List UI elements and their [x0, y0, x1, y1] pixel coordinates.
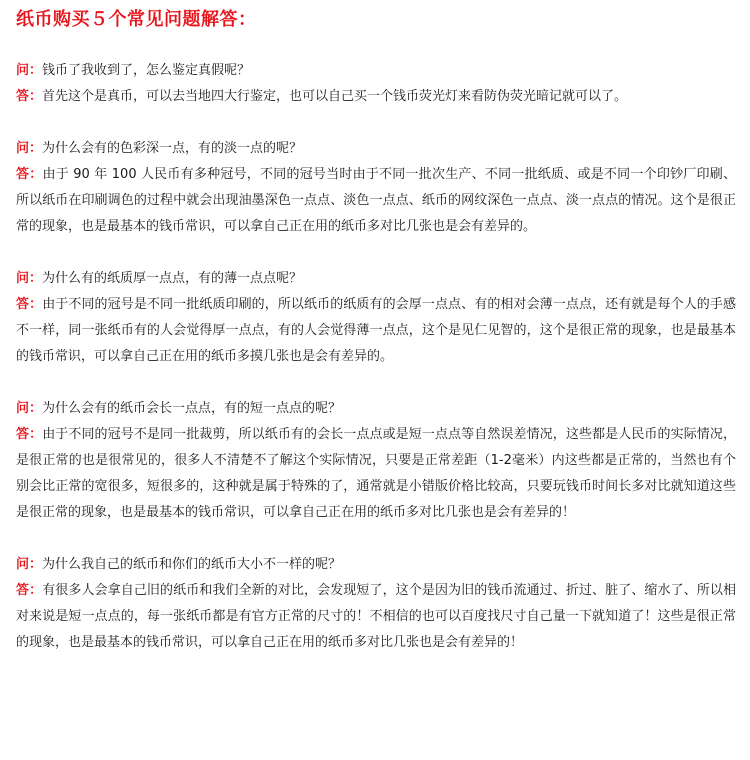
- question-line: [16, 396, 736, 422]
- answer-prefix: 答：: [16, 167, 43, 182]
- question-prefix: 问：: [16, 63, 43, 78]
- question-prefix: 问：: [16, 271, 43, 286]
- answer-text: 首先这个是真币，可以去当地四大行鉴定，也可以自己买一个钱币荧光灯来看防伪荧光暗记就可以了。: [42, 89, 628, 104]
- qa-item-5: [16, 552, 736, 656]
- qa-item-3: [16, 266, 736, 370]
- question-line: [16, 58, 736, 84]
- question-text: 钱币了我收到了，怎么鉴定真假呢？: [42, 63, 251, 78]
- question-prefix: 问：: [16, 401, 43, 416]
- question-line: [16, 136, 736, 162]
- answer-line: [16, 578, 736, 656]
- answer-prefix: 答：: [16, 89, 43, 104]
- answer-line: [16, 162, 736, 240]
- answer-text: 由于 90 年 100 人民币有多种冠号，不同的冠号当时由于不同一批次生产、不同一批纸质、或是不同一个印钞厂印刷、所以纸币在印刷调色的过程中就会出现油墨深色一点点、淡色一点点、纸币的网纹深色一点点、淡一点点的情况。这个是很正常的现象，也是最基本的钱币常识，可以拿自己正在用的纸币多对比几张也是会有差异的。: [16, 167, 736, 234]
- answer-prefix: 答：: [16, 297, 43, 312]
- answer-text: 由于不同的冠号不是同一批裁剪，所以纸币有的会长一点点或是短一点点等自然误差情况，这些都是人民币的实际情况，是很正常的也是很常见的，很多人不清楚不了解这个实际情况，只要是正常差距（1-2毫米）内这些都是正常的，当然也有个别会比正常的宽很多，短很多的，这种就是属于特殊的了，通常就是小错版价格比较高，只要玩钱币时间长多对比就知道这些是很正常的现象，也是最基本的钱币常识，可以拿自己正在用的纸币多对比几张也是会有差异的！: [16, 427, 736, 520]
- answer-line: [16, 84, 736, 110]
- question-line: [16, 552, 736, 578]
- question-text: 为什么会有的纸币会长一点点，有的短一点点的呢？: [42, 401, 342, 416]
- answer-prefix: 答：: [16, 427, 43, 442]
- document-title: 纸币购买５个常见问题解答：: [16, 9, 257, 30]
- question-text: 为什么会有的色彩深一点，有的淡一点的呢？: [42, 141, 303, 156]
- qa-item-4: [16, 396, 736, 526]
- question-prefix: 问：: [16, 141, 43, 156]
- question-text: 为什么我自己的纸币和你们的纸币大小不一样的呢？: [42, 557, 342, 572]
- answer-line: [16, 292, 736, 370]
- answer-text: 由于不同的冠号是不同一批纸质印刷的，所以纸币的纸质有的会厚一点点、有的相对会薄一点点，还有就是每个人的手感不一样，同一张纸币有的人会觉得厚一点点，有的人会觉得薄一点点，这个是见仁见智的，这个是很正常的现象，也是最基本的钱币常识，可以拿自己正在用的纸币多摸几张也是会有差异的。: [16, 297, 736, 364]
- answer-line: [16, 422, 736, 526]
- answer-prefix: 答：: [16, 583, 43, 598]
- question-text: 为什么有的纸质厚一点点，有的薄一点点呢？: [42, 271, 303, 286]
- qa-item-1: [16, 58, 736, 110]
- question-line: [16, 266, 736, 292]
- question-prefix: 问：: [16, 557, 43, 572]
- answer-text: 有很多人会拿自己旧的纸币和我们全新的对比，会发现短了，这个是因为旧的钱币流通过、折过、脏了、缩水了、所以相对来说是短一点点的，每一张纸币都是有官方正常的尺寸的！不相信的也可以百度找尺寸自己量一下就知道了！这些是很正常的现象，也是最基本的钱币常识，可以拿自己正在用的纸币多对比几张也是会有差异的！: [16, 583, 736, 650]
- qa-item-2: [16, 136, 736, 240]
